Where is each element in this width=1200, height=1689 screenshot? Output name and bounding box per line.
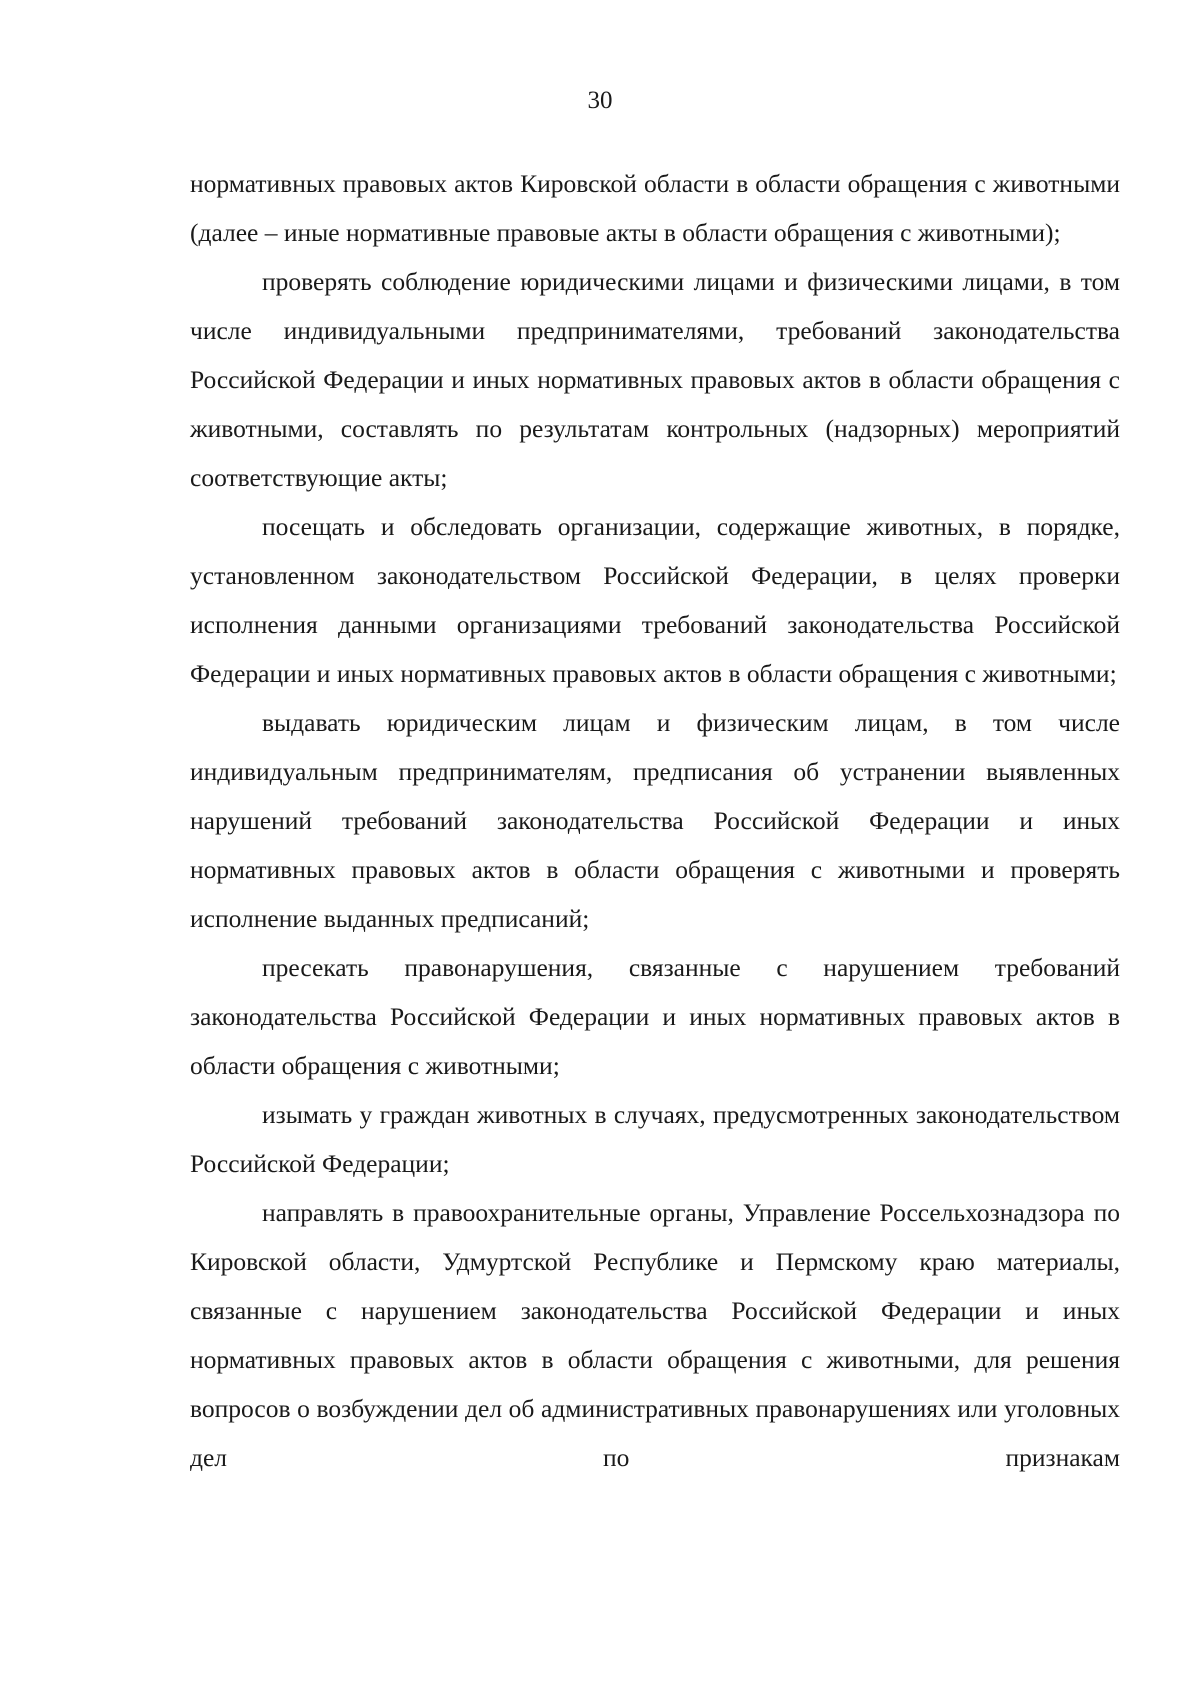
paragraph-suppress-violations: пресекать правонарушения, связанные с нарушением требований законодательства Российской Федерации и иных нормативных правовых актов в области обращения с животными; (190, 953, 1120, 1080)
paragraph-visit-organizations: посещать и обследовать организации, содержащие животных, в порядке, установленном законодательством Российской Федерации, в целях проверки исполнения данными организациями требований законодательства Российской Федерации и иных нормативных правовых актов в области обращения с животными; (190, 512, 1120, 688)
paragraph-seize-animals: изымать у граждан животных в случаях, предусмотренных законодательством Российской Федерации; (190, 1100, 1120, 1178)
paragraph-send-materials: направлять в правоохранительные органы, Управление Россельхознадзора по Кировской области, Удмуртской Республике и Пермскому краю материалы, связанные с нарушением законодательства Российской Федерации и иных нормативных правовых актов в области обращения с животными, для решения вопросов о возбуждении дел об административных правонарушениях или уголовных дел по признакам (190, 1198, 1120, 1472)
body-text (190, 159, 1120, 1482)
paragraph-check-compliance: проверять соблюдение юридическими лицами и физическими лицами, в том числе индивидуальными предпринимателями, требований законодательства Российской Федерации и иных нормативных правовых актов в области обращения с животными, составлять по результатам контрольных (надзорных) мероприятий соответствующие акты; (190, 267, 1120, 492)
paragraph-issue-orders: выдавать юридическим лицам и физическим лицам, в том числе индивидуальным предпринимателям, предписания об устранении выявленных нарушений требований законодательства Российской Федерации и иных нормативных правовых актов в области обращения с животными и проверять исполнение выданных предписаний; (190, 708, 1120, 933)
page-number: 30 (587, 87, 613, 114)
paragraph-continuation: нормативных правовых актов Кировской области в области обращения с животными (далее – иные нормативные правовые акты в области обращения с животными); (190, 169, 1120, 247)
